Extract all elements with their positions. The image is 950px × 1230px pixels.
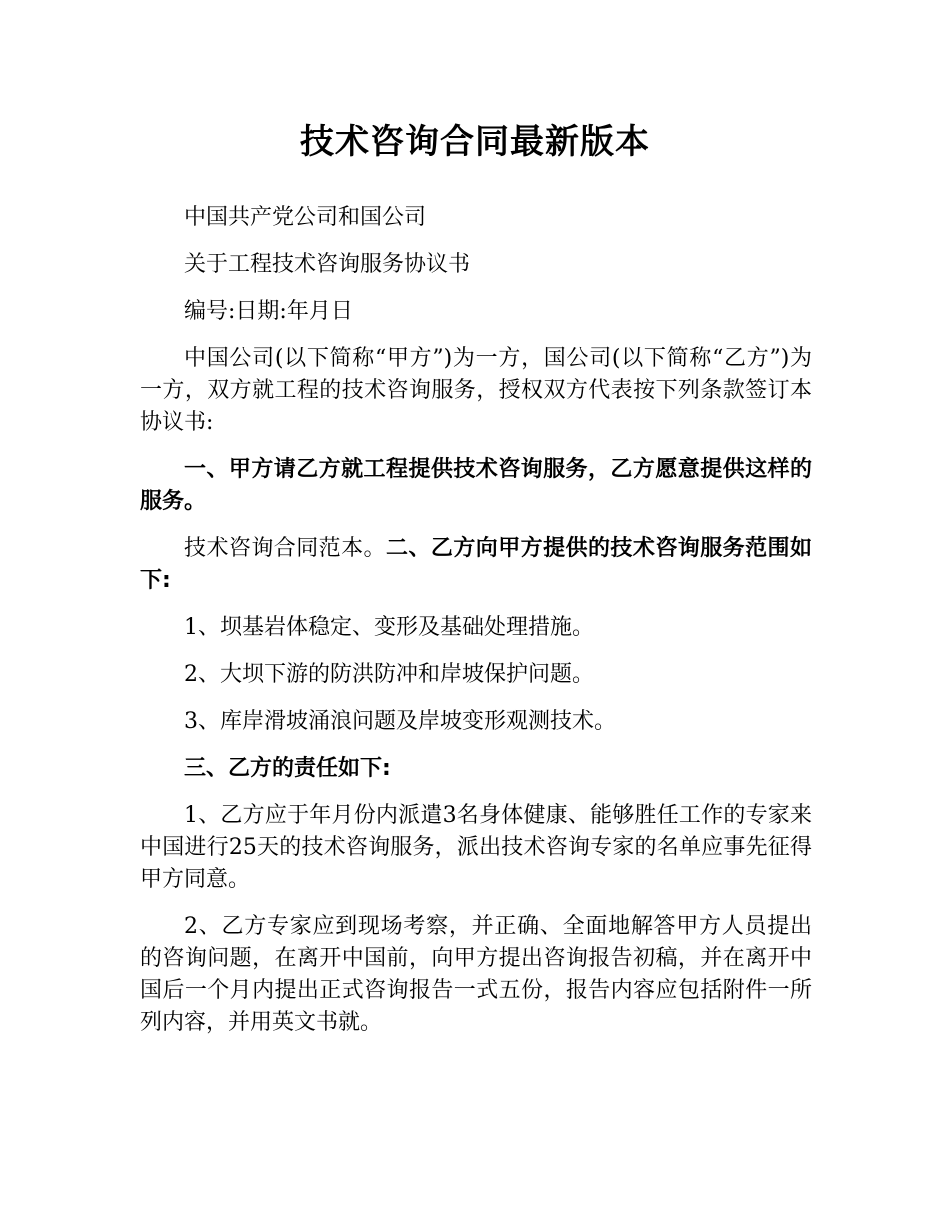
section-2-paragraph	[140, 533, 812, 597]
section-1-heading: 一、甲方请乙方就工程提供技术咨询服务，乙方愿意提供这样的服务。	[140, 457, 812, 514]
document-body	[140, 202, 812, 1039]
duty-item-1: 1、乙方应于年月份内派遣3名身体健康、能够胜任工作的专家来中国进行25天的技术咨询服务，派出技术咨询专家的名单应事先征得甲方同意。	[140, 803, 812, 892]
intro-line-company: 中国共产党公司和国公司	[184, 205, 427, 230]
intro-line-agreement-name: 关于工程技术咨询服务协议书	[184, 252, 471, 277]
intro-line-number-date: 编号:日期:年月日	[184, 299, 353, 324]
scope-item-1: 1、坝基岩体稳定、变形及基础处理措施。	[184, 615, 594, 640]
section-2-heading: 二、乙方向甲方提供的技术咨询服务范围如下:	[140, 536, 812, 593]
preamble-paragraph: 中国公司(以下简称“甲方”)为一方，国公司(以下简称“乙方”)为一方，双方就工程的技术咨询服务，授权双方代表按下列条款签订本协议书:	[140, 346, 812, 435]
document-title: 技术咨询合同最新版本	[300, 122, 650, 162]
duty-item-2: 2、乙方专家应到现场考察，并正确、全面地解答甲方人员提出的咨询问题，在离开中国前，向甲方提出咨询报告初稿，并在离开中国后一个月内提出正式咨询报告一式五份，报告内容应包括附件一所列内容，并用英文书就。	[140, 914, 812, 1035]
scope-item-3: 3、库岸滑坡涌浪问题及岸坡变形观测技术。	[184, 709, 616, 734]
section-2-prefix: 技术咨询合同范本。	[184, 536, 386, 561]
section-3-heading: 三、乙方的责任如下:	[184, 756, 391, 781]
scope-item-2: 2、大坝下游的防洪防冲和岸坡保护问题。	[184, 662, 594, 687]
